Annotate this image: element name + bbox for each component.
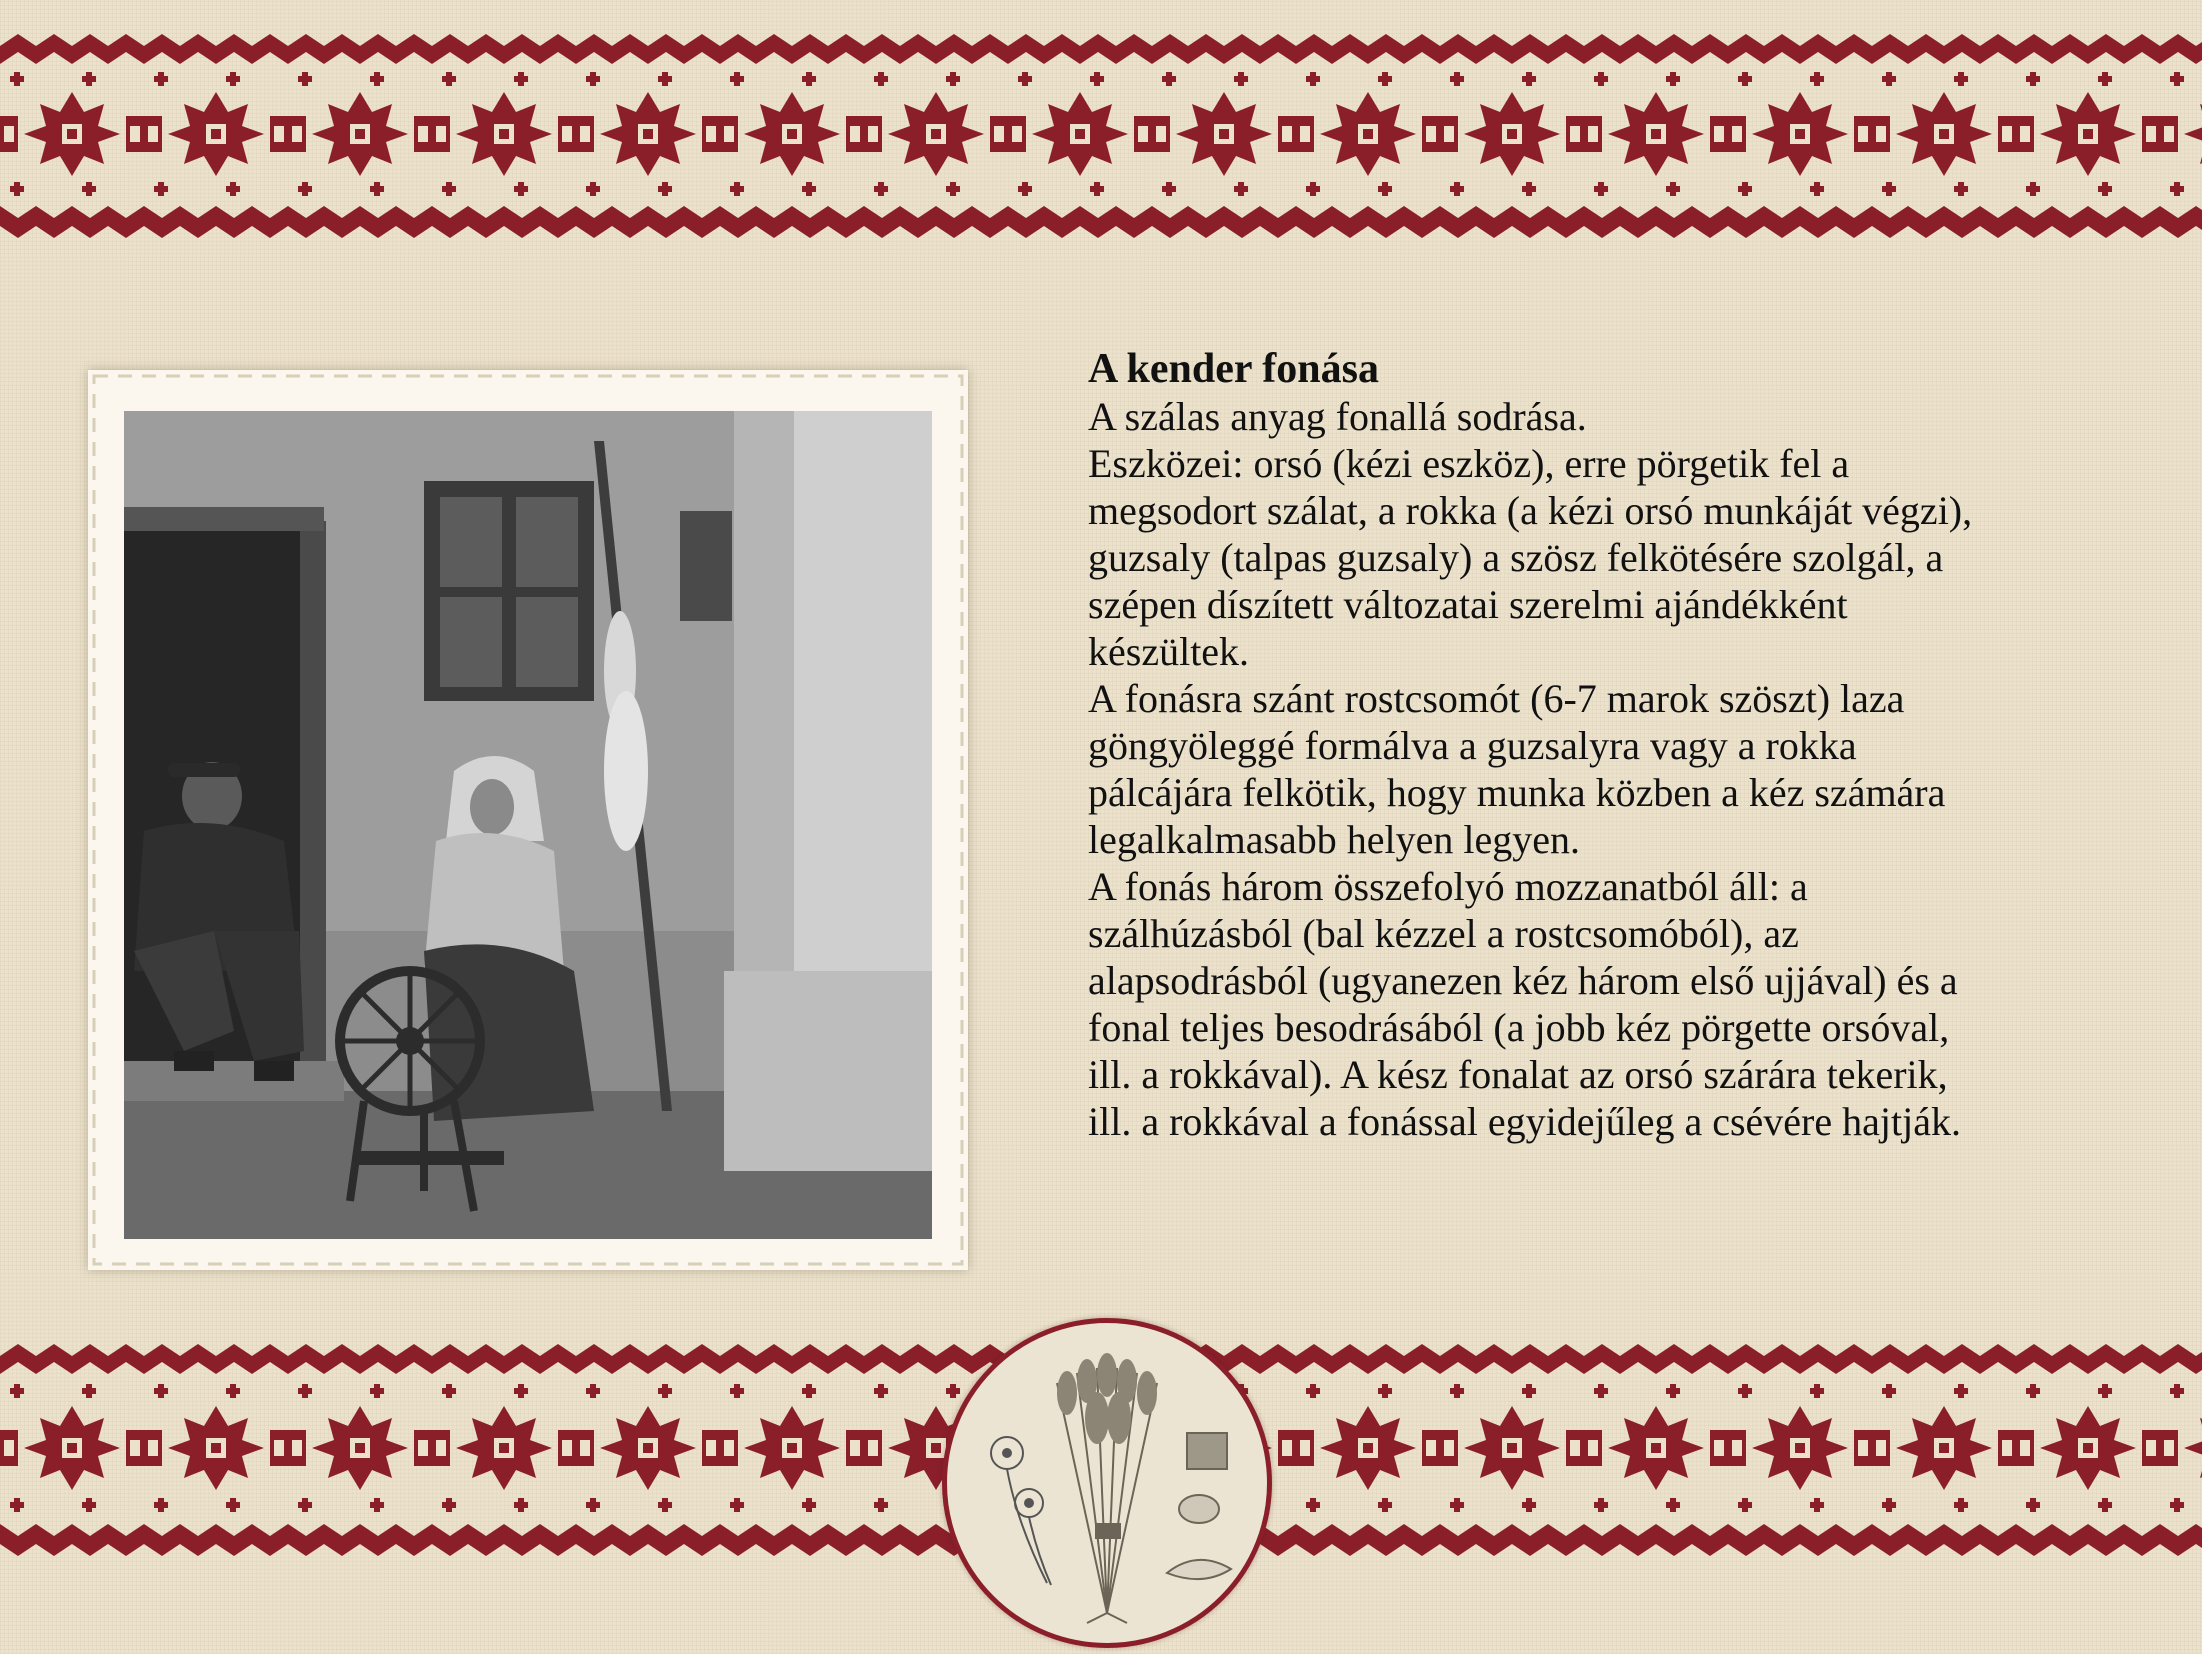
text-line: pálcájára felkötik, hogy munka közben a kéz számára (1088, 770, 1946, 815)
text-line: Eszközei: orsó (kézi eszköz), erre pörgetik fel a (1088, 441, 1850, 486)
text-line: göngyöleggé formálva a guzsalyra vagy a rokka (1088, 723, 1857, 768)
text-line: A fonás három összefolyó mozzanatból áll: a (1088, 864, 1808, 909)
text-line: legalkalmasabb helyen legyen. (1088, 817, 1581, 862)
text-line: A fonásra szánt rostcsomót (6-7 marok szöszt) laza (1088, 676, 1905, 721)
deckled-edge (88, 370, 968, 1270)
text-line: alapsodrásból (ugyanezen kéz három első ujjával) és a (1088, 958, 1958, 1003)
photo-frame (88, 370, 968, 1270)
text-line: készültek. (1088, 629, 1250, 674)
hemp-sheaf-illustration (942, 1318, 1272, 1648)
text-line: ill. a rokkával a fonással egyidejűleg a csévére hajtják. (1088, 1099, 1961, 1144)
text-line: szálhúzásból (bal kézzel a rostcsomóból), az (1088, 911, 1799, 956)
text-line: szépen díszített változatai szerelmi ajándékként (1088, 582, 1848, 627)
text-line: fonal teljes besodrásából (a jobb kéz pörgette orsóval, (1088, 1005, 1950, 1050)
embroidery-border-top (0, 30, 2202, 280)
text-line: A szálas anyag fonallá sodrása. (1088, 394, 1587, 439)
page-title: A kender fonása (1088, 346, 1379, 392)
text-line: ill. a rokkával). A kész fonalat az orsó szárára tekerik, (1088, 1052, 1948, 1097)
text-line: guzsaly (talpas guzsaly) a szösz felkötésére szolgál, a (1088, 535, 1944, 580)
article-text (1088, 346, 2168, 1145)
text-line: megsodort szálat, a rokka (a kézi orsó munkáját végzi), (1088, 488, 1973, 533)
